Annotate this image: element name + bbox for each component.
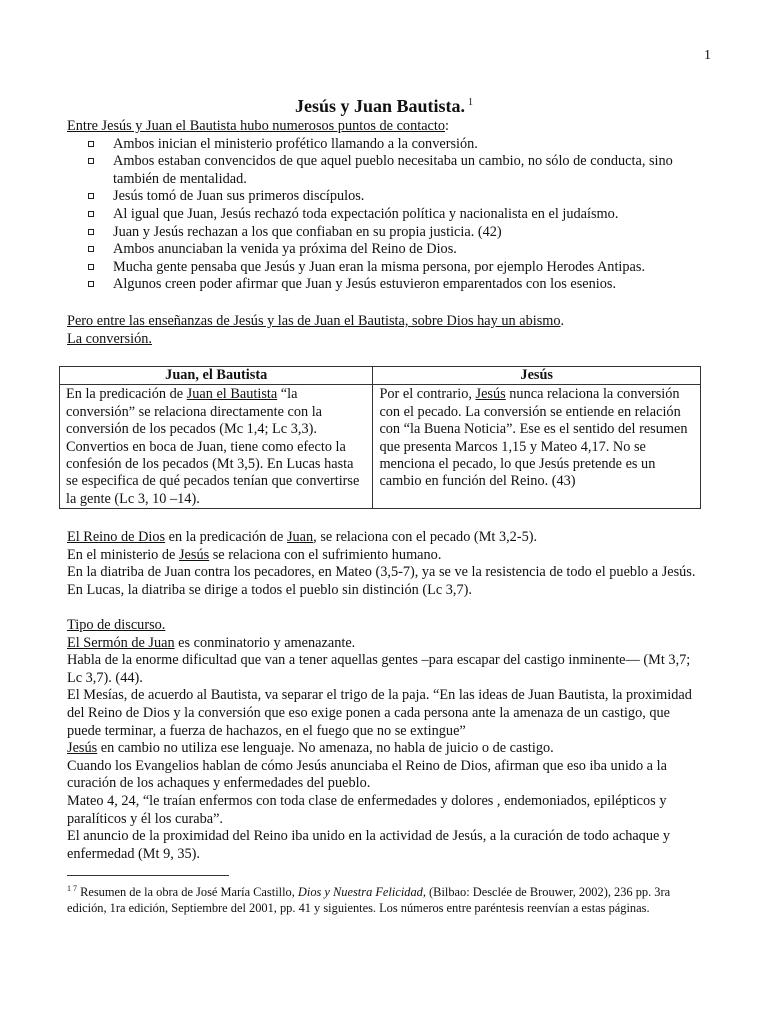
square-bullet-icon [88,264,94,270]
footnote-book-title: Dios y Nuestra Felicidad, [297,885,426,900]
table-row [60,385,701,509]
list-item-text: Juan y Jesús rechazan a los que confiaban en su propia justicia. (42) [113,223,502,240]
cell-jesus-text-start: Por el contrario, [379,386,476,403]
footnote-mark: 1 7 [67,884,77,893]
column-header-jesus: Jesús [373,367,701,385]
list-item-text: Mucha gente pensaba que Jesús y Juan eran la misma persona, por ejemplo Herodes Antipas. [113,258,646,275]
jesus-underlined: Jesús [178,546,210,563]
paragraph [67,740,707,758]
paragraph: El anuncio de la proximidad del Reino iba unido en la actividad de Jesús, a la curación de todo achaque y enfermedad (Mt 9, 35). [67,828,671,862]
list-item-text: Al igual que Juan, Jesús rechazó toda expectación política y nacionalista en el judaísmo. [113,205,619,222]
reino-section [67,529,707,599]
list-item [67,188,707,206]
list-item [67,136,707,154]
list-item-text: Ambos estaban convencidos de que aquel pueblo necesitaba un cambio, no sólo de conducta, sino también de mentalidad. [113,153,673,187]
cell-juan-text-start: En la predicación de [66,386,187,403]
paragraph-text: en cambio no utiliza ese lenguaje. No amenaza, no habla de juicio o de castigo. [97,740,554,757]
list-item-text: Algunos creen poder afirmar que Juan y Jesús estuvieron emparentados con los esenios. [113,276,617,293]
paragraph-text: En el ministerio de [67,546,179,563]
list-item-text: Jesús tomó de Juan sus primeros discípulos. [113,188,365,205]
list-item [67,153,707,188]
contact-points-list [67,136,707,294]
paragraph: Cuando los Evangelios hablan de cómo Jesús anunciaba el Reino de Dios, afirman que eso iba unido a la curación de los achaques y enfermedades del pueblo. [67,757,667,792]
square-bullet-icon [88,211,94,217]
intro-section [67,118,707,294]
intro-heading [67,118,707,136]
intro-heading-text: Entre Jesús y Juan el Bautista hubo numerosos puntos de contacto [67,118,446,134]
paragraph-text: es conminatorio y amenazante. [174,634,356,651]
contrast-line-text: Pero entre las enseñanzas de Jesús y las de Juan el Bautista, sobre Dios hay un abismo [67,313,561,329]
footnote-separator [67,875,229,876]
cell-juan [60,385,373,509]
juan-underlined: Juan [286,529,314,545]
paragraph-text: en la predicación de [165,529,287,545]
contrast-line-period: . [560,313,565,329]
list-item [67,276,707,294]
paragraph [67,635,707,653]
discurso-section [67,617,707,863]
list-item-text: Ambos anunciaban la venida ya próxima del Reino de Dios. [113,241,457,258]
square-bullet-icon [88,229,94,235]
list-item [67,241,707,259]
list-item [67,224,707,242]
conversion-subheading: La conversión. [67,330,152,347]
reino-underlined: El Reino de Dios [67,529,166,545]
paragraph: El Mesías, de acuerdo al Bautista, va separar el trigo de la paja. “En las ideas de Juan Bautista, la proximidad del Reino de Dios y la conversión que eso exige ponen a cada persona ante la amenaza de un castigo, que puede terminar, a fuerza de hachazos, en el fuego que no se extingue” [67,687,692,739]
cell-jesus-text-end: nunca relaciona la conversión con el pecado. La conversión se entiende en relación con “la Buena Noticia”. Ese es el sentido del resumen que presenta Marcos 1,15 y Mateo 4,17. No se menciona el pecado, lo que Jesús pretende es un cambio en función del Reino. (43) [379,386,688,490]
square-bullet-icon [88,141,94,147]
contrast-section [67,313,707,348]
list-item [67,206,707,224]
square-bullet-icon [88,193,94,199]
footnote-text-start: Resumen de la obra de José María Castillo, [77,885,298,900]
paragraph-text: se relaciona con el sufrimiento humano. [209,546,442,563]
footnote-text-end: (Bilbao: Desclée de Brouwer, 2002), 236 pp. 3ra edición, 1ra edición, Septiembre del 2001, pp. 41 y siguientes. Los números entre paréntesis reenvían a estas páginas. [67,885,671,915]
page-number: 1 [704,48,711,63]
square-bullet-icon [88,246,94,252]
paragraph [67,529,707,547]
footnote [67,881,707,916]
paragraph: Habla de la enorme dificultad que van a tener aquellas gentes –para escapar del castigo inminente— (Mt 3,7; Lc 3,7). (44). [67,652,691,686]
table-header-row [60,367,701,385]
contrast-line [67,313,707,331]
jesus-underlined: Jesús [67,740,98,757]
sermon-underlined: El Sermón de Juan [67,634,175,651]
square-bullet-icon [88,281,94,287]
paragraph-text: , se relaciona con el pecado (Mt 3,2-5). [313,529,538,545]
cell-jesus-underlined: Jesús [475,386,506,403]
cell-juan-underlined: Juan el Bautista [186,386,278,403]
column-header-juan: Juan, el Bautista [60,367,373,385]
list-item [67,259,707,277]
cell-jesus [373,385,701,509]
discurso-heading: Tipo de discurso. [67,617,166,633]
title-footnote-ref[interactable]: 1 [468,97,474,108]
intro-heading-colon: : [445,118,449,134]
comparison-table [59,366,701,509]
list-item-text: Ambos inician el ministerio profético llamando a la conversión. [113,135,478,152]
page-title [0,96,768,117]
paragraph [67,547,707,565]
paragraph: Mateo 4, 24, “le traían enfermos con toda clase de enfermedades y dolores , endemoniados, epilépticos y paralíticos y él los curaba”. [67,792,667,827]
cell-juan-text-end: “la conversión” se relaciona directamente con la conversión de los pecados (Mc 1,4; Lc 3,3). Convertios en boca de Juan, tiene como efecto la confesión de los pecados (Mt 3,5). En Lucas hasta se especifica de qué pecados tenían que convertirse la gente (Lc 3, 10 –14). [66,386,360,507]
title-text: Jesús y Juan Bautista. [294,96,466,116]
square-bullet-icon [88,158,94,164]
paragraph: En la diatriba de Juan contra los pecadores, en Mateo (3,5-7), ya se ve la resistencia de todo el pueblo a Jesús. En Lucas, la diatriba se dirige a todos el pueblo sin distinción (Lc 3,7). [67,564,696,598]
